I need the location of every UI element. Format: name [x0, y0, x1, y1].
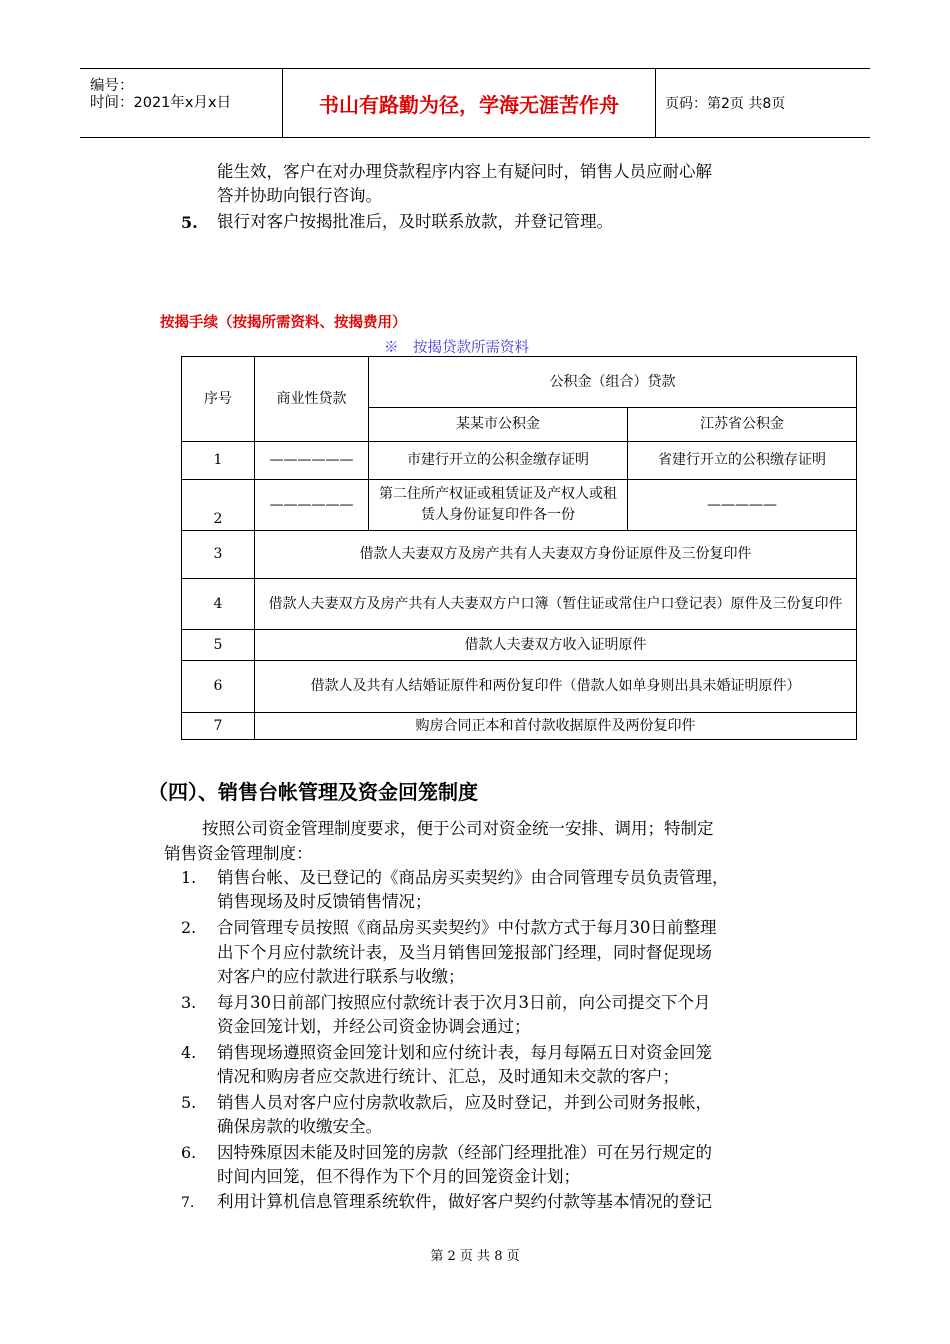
row-no: 7	[182, 713, 255, 740]
item-6-line-2: 时间内回笼，但不得作为下个月的回笼资金计划；	[217, 1167, 580, 1186]
table-row	[182, 480, 857, 531]
table-row	[182, 531, 857, 579]
item-5-line-2: 确保房款的收缴安全。	[217, 1117, 382, 1136]
table-row	[182, 442, 857, 480]
header-meta	[80, 69, 282, 137]
mortgage-documents-table	[181, 356, 857, 740]
table-row	[182, 661, 857, 713]
item-4-line-2: 情况和购房者应交款进行统计、汇总，及时通知未交款的客户；	[217, 1067, 679, 1086]
table-row	[182, 713, 857, 740]
item-6-number: 6.	[181, 1143, 197, 1162]
row-province: —————	[628, 480, 857, 531]
section-para-line-1: 按照公司资金管理制度要求，便于公司对资金统一安排、调用；特制定	[202, 819, 714, 838]
row-city: 第二住所产权证或租赁证及产权人或租赁人身份证复印件各一份	[369, 480, 628, 531]
row-no: 1	[182, 442, 255, 480]
row-merged: 借款人夫妻双方收入证明原件	[255, 630, 857, 661]
intro-item-5-text: 银行对客户按揭批准后，及时联系放款，并登记管理。	[217, 212, 613, 231]
code-label: 编号：	[90, 78, 134, 94]
row-city: 市建行开立的公积金缴存证明	[369, 442, 628, 480]
row-province: 省建行开立的公积缴存证明	[628, 442, 857, 480]
mortgage-heading: 按揭手续（按揭所需资料、按揭费用）	[160, 315, 407, 331]
table-row	[182, 579, 857, 630]
item-5-number: 5.	[181, 1093, 197, 1112]
header-no: 序号	[182, 357, 255, 442]
page-number-label: 页码：第2页 共8页	[665, 96, 786, 112]
intro-line-1: 能生效，客户在对办理贷款程序内容上有疑问时，销售人员应耐心解	[217, 162, 712, 181]
item-6-line-1: 因特殊原因未能及时回笼的房款（经部门经理批准）可在另行规定的	[217, 1143, 712, 1162]
item-1-line-2: 销售现场及时反馈销售情况；	[217, 892, 432, 911]
time-label: 时间：2021年x月x日	[90, 95, 232, 111]
row-no: 4	[182, 579, 255, 630]
item-4-number: 4.	[181, 1043, 197, 1062]
table-title: ※ 按揭贷款所需资料	[384, 340, 529, 356]
item-1-line-1: 销售台帐、及已登记的《商品房买卖契约》由合同管理专员负责管理，	[217, 868, 729, 887]
item-7-line-1: 利用计算机信息管理系统软件，做好客户契约付款等基本情况的登记	[217, 1192, 712, 1211]
row-no: 5	[182, 630, 255, 661]
row-commercial: ——————	[255, 442, 369, 480]
row-merged: 借款人及共有人结婚证原件和两份复印件（借款人如单身则出具未婚证明原件）	[255, 661, 857, 713]
item-7-number: 7.	[181, 1195, 195, 1211]
item-1-number: 1.	[181, 868, 197, 887]
header-city-fund: 某某市公积金	[369, 408, 628, 442]
header-province-fund: 江苏省公积金	[628, 408, 857, 442]
header-fund-loan: 公积金（组合）贷款	[369, 357, 857, 408]
header-commercial-loan: 商业性贷款	[255, 357, 369, 442]
item-5-line-1: 销售人员对客户应付房款收款后，应及时登记，并到公司财务报帐，	[217, 1093, 712, 1112]
item-3-line-1: 每月30日前部门按照应付款统计表于次月3日前，向公司提交下个月	[217, 993, 711, 1012]
item-3-line-2: 资金回笼计划，并经公司资金协调会通过；	[217, 1017, 531, 1036]
item-2-line-1: 合同管理专员按照《商品房买卖契约》中付款方式于每月30日前整理	[217, 918, 717, 937]
intro-line-2: 答并协助向银行咨询。	[217, 186, 382, 205]
table-row	[182, 630, 857, 661]
row-merged: 借款人夫妻双方及房产共有人夫妻双方户口簿（暂住证或常住户口登记表）原件及三份复印件	[255, 579, 857, 630]
item-3-number: 3.	[181, 993, 197, 1012]
row-no: 6	[182, 661, 255, 713]
item-2-line-3: 对客户的应付款进行联系与收缴；	[217, 967, 465, 986]
item-2-number: 2.	[181, 918, 197, 937]
row-merged: 购房合同正本和首付款收据原件及两份复印件	[255, 713, 857, 740]
page-header	[80, 68, 870, 138]
section-title: （四）、销售台帐管理及资金回笼制度	[148, 780, 478, 804]
page-footer: 第 2 页 共 8 页	[430, 1249, 520, 1264]
intro-item-5-number: 5.	[181, 213, 198, 232]
section-para-line-2: 销售资金管理制度：	[164, 844, 313, 863]
row-merged: 借款人夫妻双方及房产共有人夫妻双方身份证原件及三份复印件	[255, 531, 857, 579]
row-no: 3	[182, 531, 255, 579]
row-no: 2	[182, 480, 255, 531]
row-commercial: ——————	[255, 480, 369, 531]
header-motto: 书山有路勤为径，学海无涯苦作舟	[282, 69, 656, 137]
item-2-line-2: 出下个月应付款统计表，及当月销售回笼报部门经理，同时督促现场	[217, 943, 712, 962]
item-4-line-1: 销售现场遵照资金回笼计划和应付统计表，每月每隔五日对资金回笼	[217, 1043, 712, 1062]
